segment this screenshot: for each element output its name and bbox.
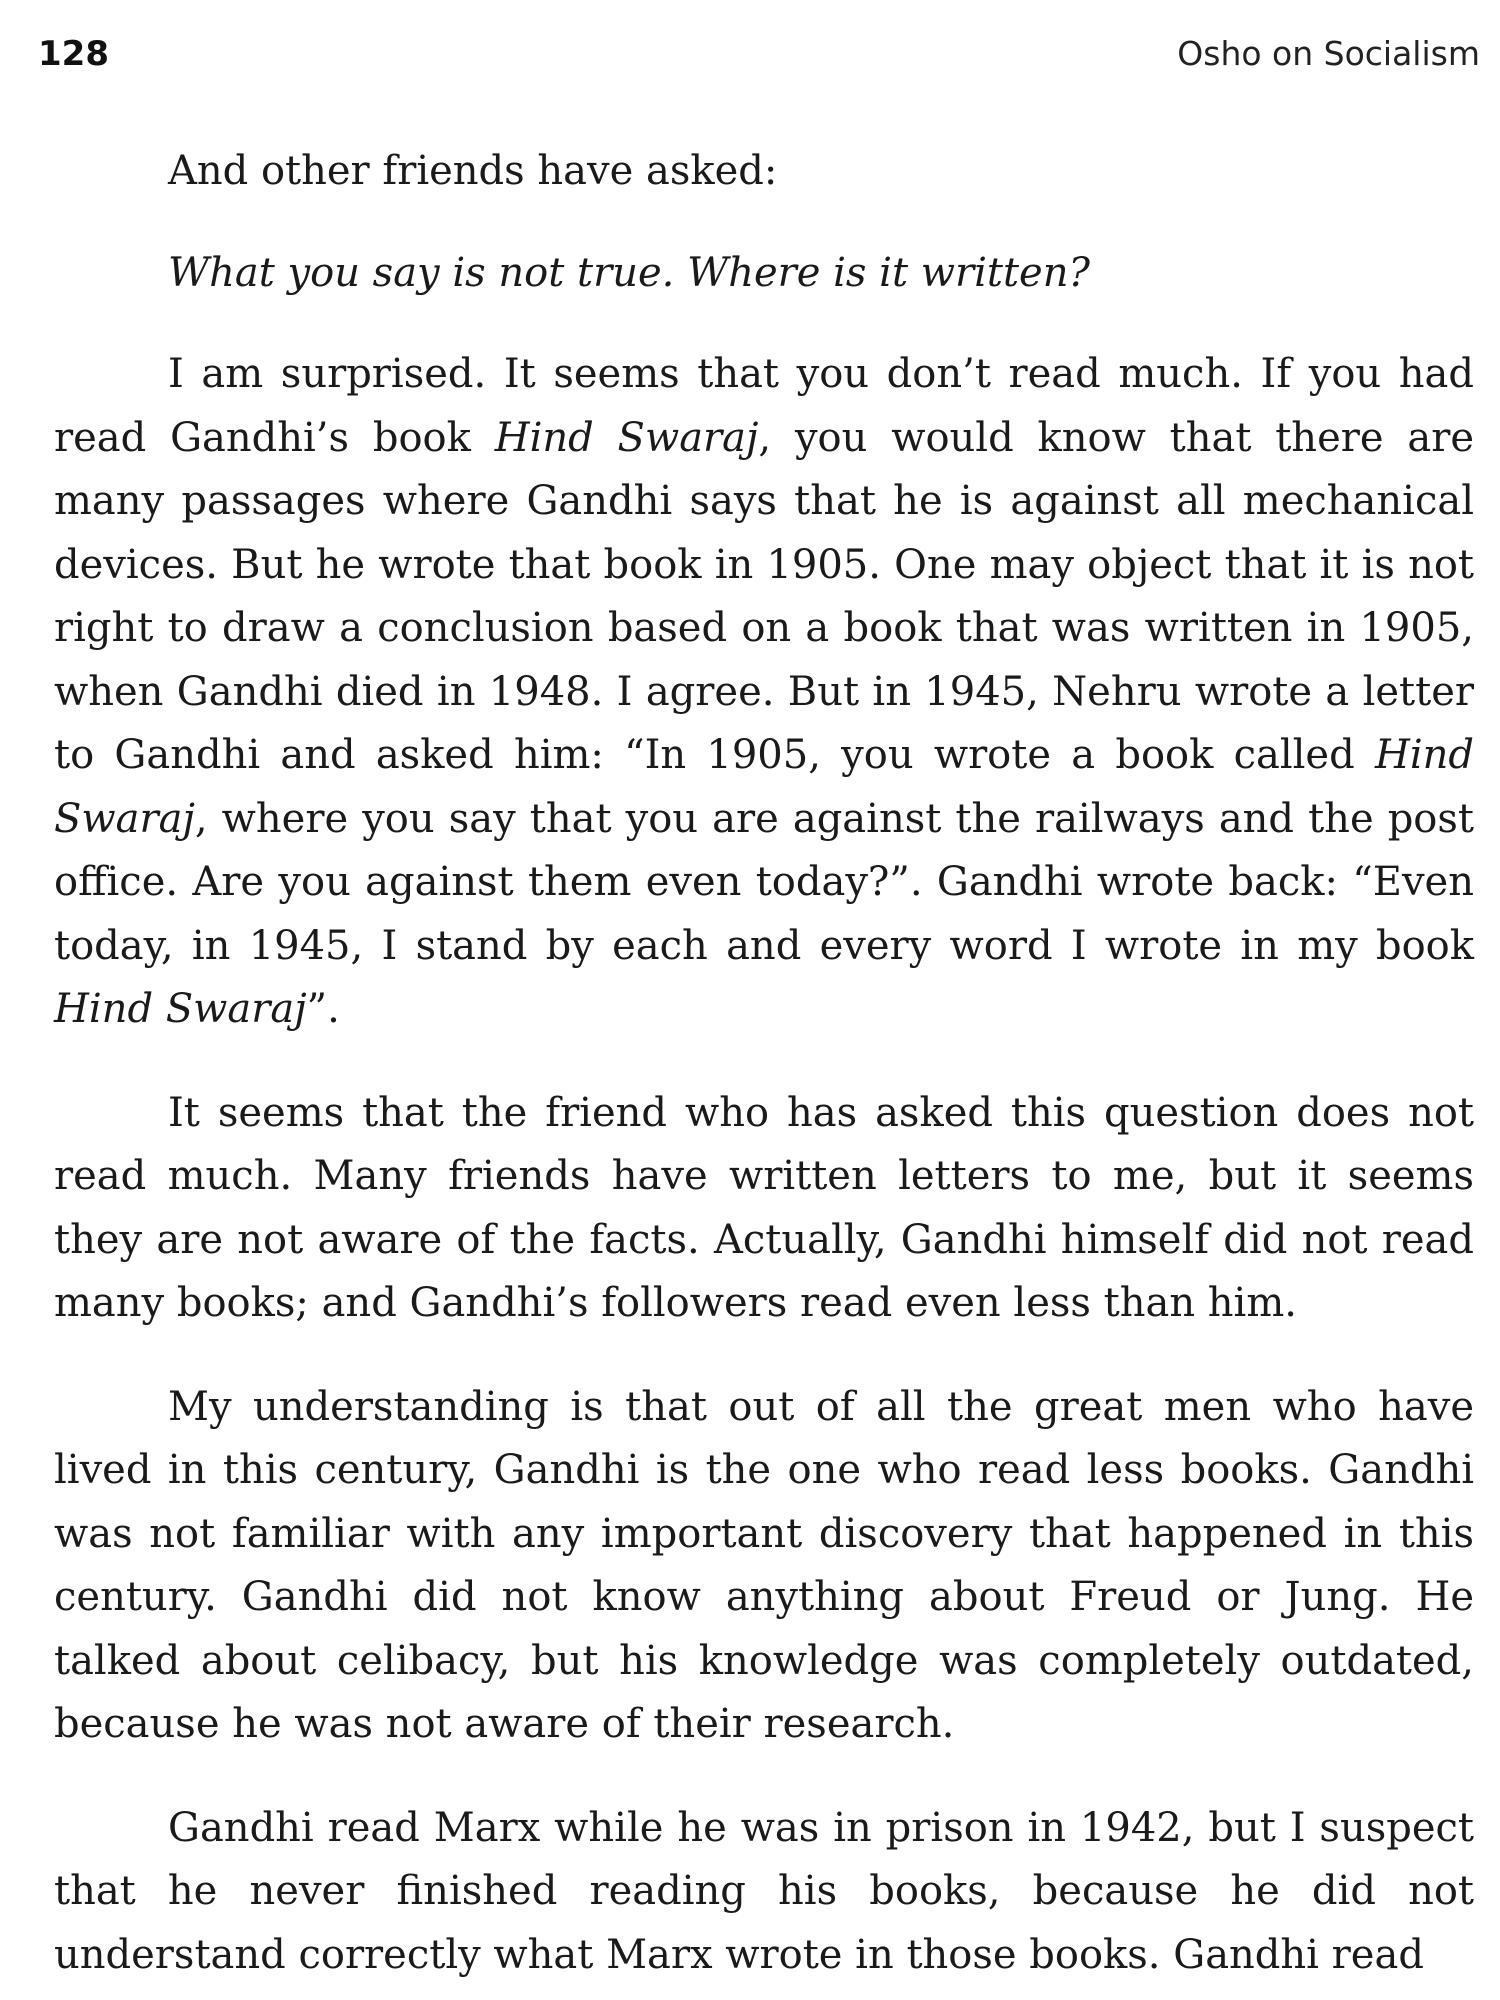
paragraph-1-text-e: , where you say that you are against the railways and the post office. Are you against them even today?”. Gandhi wrote back: “Even today, in 1945, I stand by each and every word I wrote in my book bbox=[54, 795, 1474, 969]
paragraph-1-text-a: I am surprised. It seems that you don’t read much. If you had read Gandhi’s book bbox=[54, 351, 1474, 461]
intro-line: And other friends have asked: bbox=[168, 148, 778, 194]
book-title-hind-swaraj: Hind Swaraj bbox=[494, 414, 759, 461]
paragraph-1 bbox=[54, 343, 1474, 1042]
paragraph-2: It seems that the friend who has asked this question does not read much. Many friends have written letters to me, but it seems they are not aware of the facts. Actually, Gandhi himself did not read many books; and Gandhi’s followers read even less than him. bbox=[54, 1089, 1474, 1326]
book-title-hind-swaraj: Hind Swaraj bbox=[54, 732, 1474, 842]
paragraph-3: My understanding is that out of all the great men who have lived in this century, Gandhi is the one who read less books. Gandhi was not familiar with any important discovery that happened in this century. Gandhi did not know anything about Freud or Jung. He talked about celibacy, but his knowledge was completely outdated, because he was not aware of their research. bbox=[54, 1383, 1474, 1747]
question-line: What you say is not true. Where is it written? bbox=[168, 249, 1090, 296]
paragraph-1-text-g: ”. bbox=[306, 986, 340, 1032]
page-body bbox=[54, 140, 1474, 1987]
paragraph-1-text-c: , you would know that there are many passages where Gandhi says that he is against all mechanical devices. But he wrote that book in 1905. One may object that it is not right to draw a conclusion based on a book that was written in 1905, when Gandhi died in 1948. I agree. But in 1945, Nehru wrote a letter to Gandhi and asked him: “In 1905, you wrote a book called bbox=[54, 414, 1474, 778]
paragraph-4: Gandhi read Marx while he was in prison in 1942, but I suspect that he never finished reading his books, because he did not understand correctly what Marx wrote in those books. Gandhi read bbox=[54, 1804, 1474, 1978]
page-header bbox=[38, 30, 1480, 80]
book-title-hind-swaraj: Hind Swaraj bbox=[54, 986, 307, 1032]
page-number: 128 bbox=[38, 34, 109, 74]
running-title: Osho on Socialism bbox=[1177, 34, 1480, 73]
